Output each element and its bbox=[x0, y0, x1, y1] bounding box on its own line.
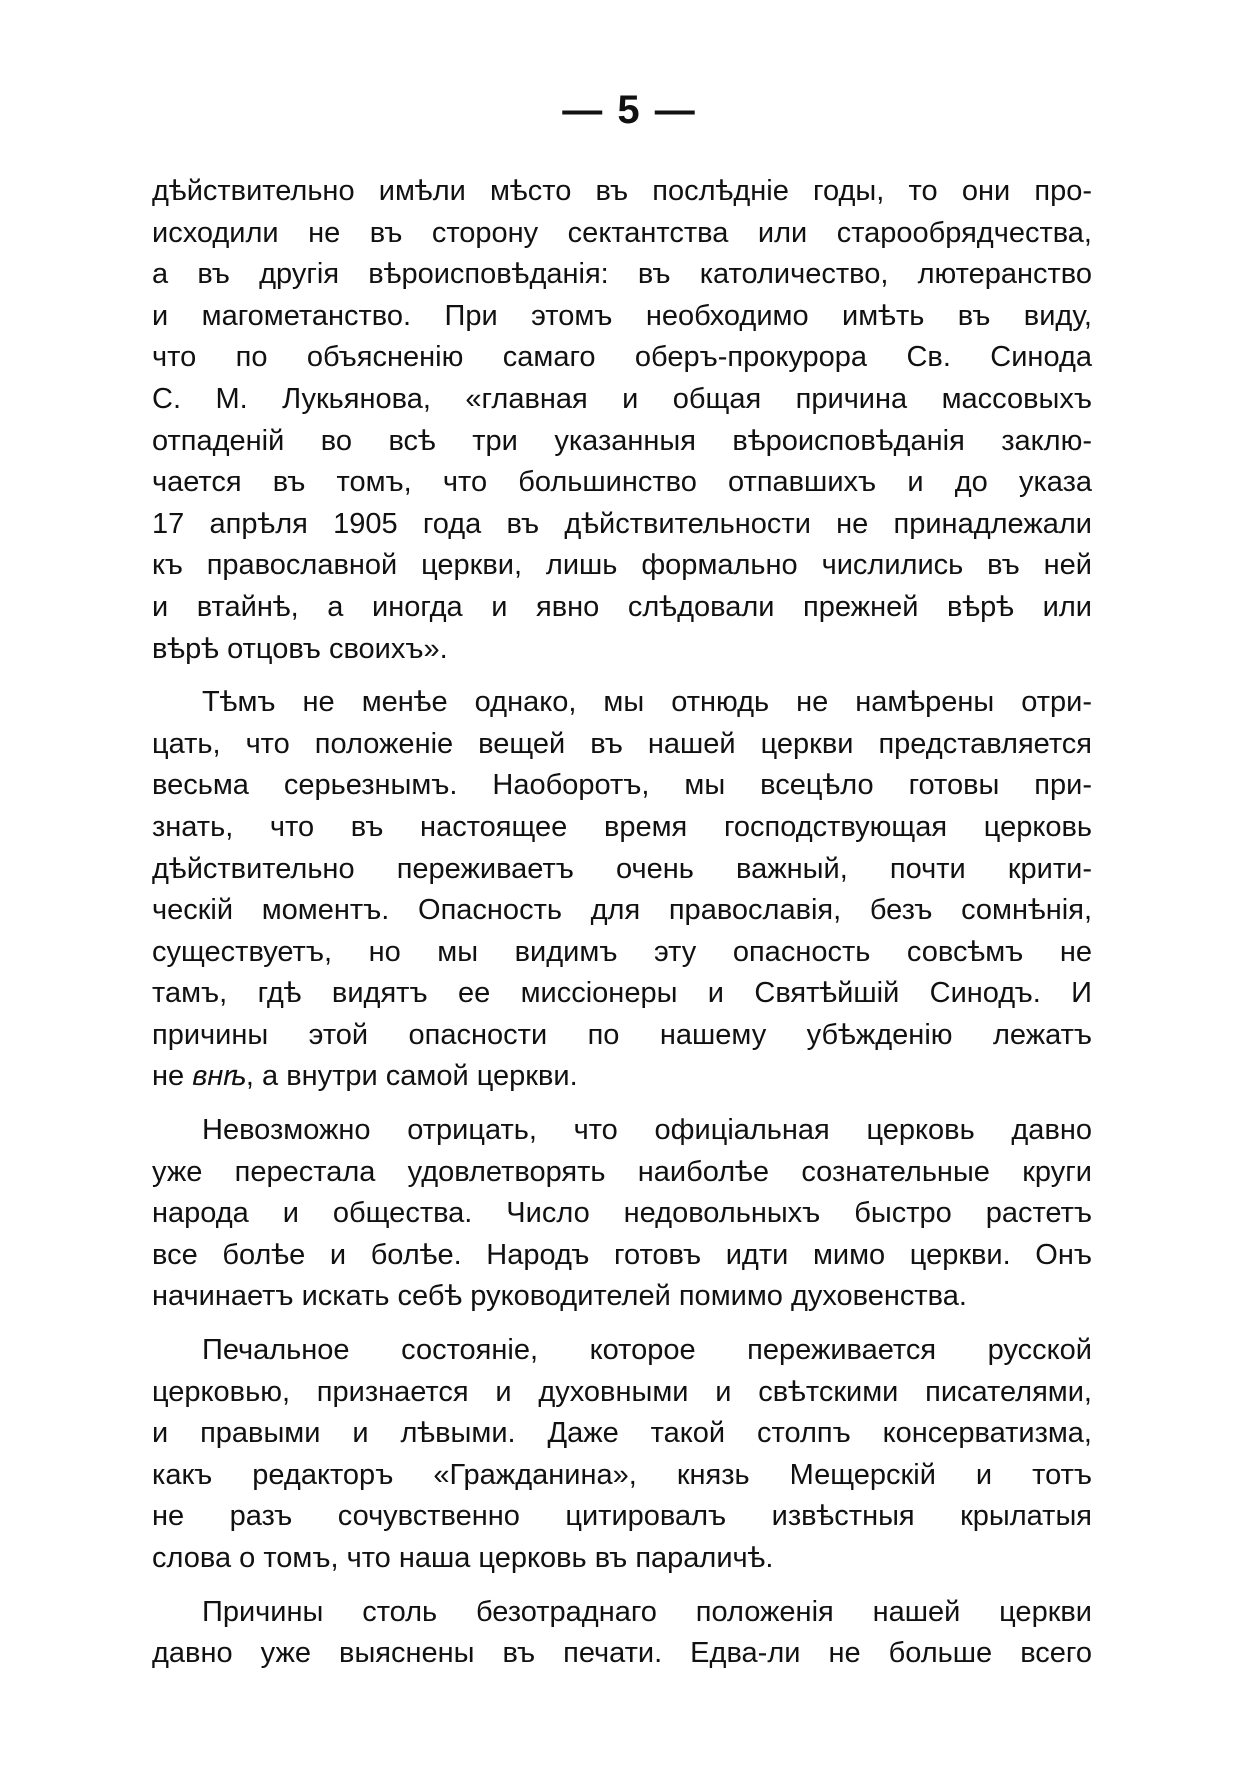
text-line: а въ другiя вѣроисповѣданiя: въ католичество, лютеранство bbox=[152, 258, 1092, 291]
text-line: и правыми и лѣвыми. Даже такой столпъ консерватизма, bbox=[152, 1417, 1092, 1450]
italic-emphasis: внѣ bbox=[192, 1060, 246, 1093]
paragraph-2 bbox=[152, 682, 1092, 1098]
text-line: церковью, признается и духовными и свѣтскими писателями, bbox=[152, 1375, 1092, 1408]
text-line: дѣйствительно переживаетъ очень важный, почти крити- bbox=[152, 852, 1092, 885]
body-text bbox=[152, 171, 1092, 1675]
text-line: знать, что въ настоящее время господствующая церковь bbox=[152, 810, 1092, 843]
text-line: тамъ, гдѣ видятъ ее миссiонеры и Святѣйшiй Синодъ. И bbox=[152, 977, 1092, 1010]
text-line: дѣйствительно имѣли мѣсто въ послѣднiе годы, то они про- bbox=[152, 175, 1092, 207]
text-line: существуетъ, но мы видимъ эту опасность совсѣмъ не bbox=[152, 935, 1092, 968]
paragraph-5 bbox=[152, 1592, 1092, 1675]
text-line: С. М. Лукьянова, «главная и общая причина массовыхъ bbox=[152, 382, 1092, 415]
text-line: не разъ сочувственно цитировалъ извѣстныя крылатыя bbox=[152, 1500, 1092, 1533]
text-fragment: , а внутри самой церкви. bbox=[245, 1060, 578, 1093]
text-line: чается въ томъ, что большинство отпавшихъ и до указа bbox=[152, 466, 1092, 499]
text-line: начинаетъ искать себѣ руководителей помимо духовенства. bbox=[152, 1280, 967, 1313]
text-line: что по объясненiю самаго оберъ-прокурора Св. Синода bbox=[152, 341, 1092, 374]
page-number: — 5 — bbox=[562, 88, 697, 132]
text-line: причины этой опасности по нашему убѣжденiю лежатъ bbox=[152, 1018, 1092, 1051]
text-line: слова о томъ, что наша церковь въ параличѣ. bbox=[152, 1542, 774, 1574]
text-line: исходили не въ сторону сектантства или старообрядчества, bbox=[152, 216, 1092, 249]
text-line: цать, что положенiе вещей въ нашей церкви представляется bbox=[152, 727, 1092, 760]
text-line: 17 апрѣля 1905 года въ дѣйствительности не принадлежали bbox=[152, 507, 1092, 540]
text-line: и втайнѣ, а иногда и явно слѣдовали прежней вѣрѣ или bbox=[152, 590, 1092, 623]
paragraph-4 bbox=[152, 1330, 1092, 1580]
text-line: уже перестала удовлетворять наиболѣе сознательные круги bbox=[152, 1155, 1092, 1188]
text-line: къ православной церкви, лишь формально числились въ ней bbox=[152, 549, 1092, 582]
text-line: отпаденiй во всѣ три указанныя вѣроисповѣданiя заклю- bbox=[152, 424, 1092, 457]
text-line bbox=[152, 1056, 1092, 1098]
text-line: вѣрѣ отцовъ своихъ». bbox=[152, 632, 448, 665]
text-line: Причины столь безотраднаго положенiя нашей церкви bbox=[202, 1595, 1092, 1628]
text-line: народа и общества. Число недовольныхъ быстро растетъ bbox=[152, 1197, 1092, 1230]
text-line: давно уже выяснены въ печати. Едва-ли не больше всего bbox=[152, 1637, 1092, 1670]
text-line: какъ редакторъ «Гражданина», князь Мещерскiй и тотъ bbox=[152, 1458, 1092, 1491]
text-line: Печальное состоянiе, которое переживается русской bbox=[202, 1334, 1092, 1367]
text-line: ческiй моментъ. Опасность для православiя, безъ сомнѣнiя, bbox=[152, 894, 1092, 927]
paragraph-1 bbox=[152, 171, 1092, 670]
paragraph-3 bbox=[152, 1110, 1092, 1318]
text-line: Невозможно отрицать, что офицiальная церковь давно bbox=[202, 1114, 1092, 1147]
text-fragment: не bbox=[152, 1060, 193, 1093]
text-line: Тѣмъ не менѣе однако, мы отнюдь не намѣрены отри- bbox=[202, 686, 1092, 719]
text-line: все болѣе и болѣе. Народъ готовъ идти мимо церкви. Онъ bbox=[152, 1238, 1092, 1271]
text-line: и магометанство. При этомъ необходимо имѣть въ виду, bbox=[152, 299, 1092, 332]
text-line: весьма серьезнымъ. Наоборотъ, мы всецѣло готовы при- bbox=[152, 769, 1092, 802]
